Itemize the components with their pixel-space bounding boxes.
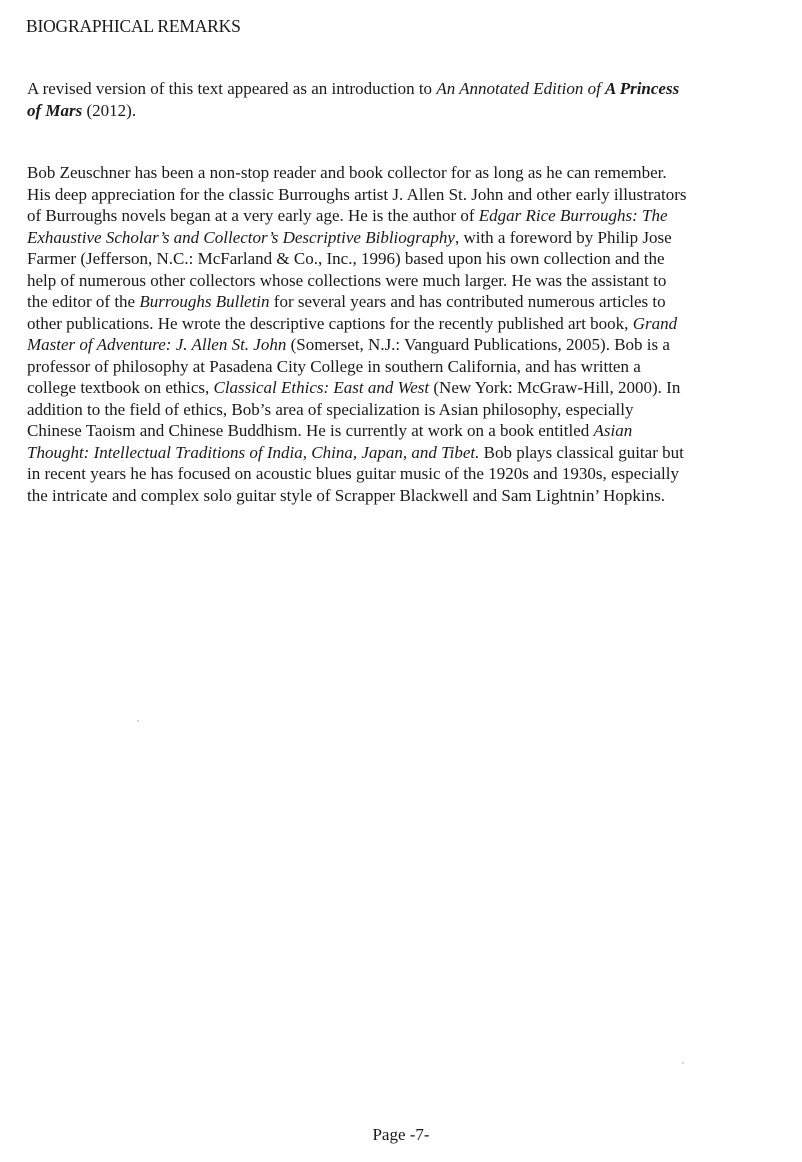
bio-line: His deep appreciation for the classic Burroughs artist J. Allen St. John and other early illustrators [27, 184, 687, 204]
scan-speck [137, 720, 139, 722]
bio-line [27, 377, 795, 399]
bio-text: the editor of the [27, 292, 140, 311]
note-line-1 [27, 78, 767, 100]
book-title-mars: of Mars [27, 101, 83, 120]
bio-line: professor of philosophy at Pasadena City College in southern California, and has written a [27, 356, 641, 376]
bio-line [27, 205, 795, 227]
bio-text: , with a foreword by Philip Jose [454, 227, 672, 247]
bio-italic: Asian [593, 421, 633, 440]
page-number: Page -7- [372, 1125, 430, 1144]
note-text: A revised version of this text appeared as an introduction to [27, 79, 437, 98]
note-year: (2012). [82, 101, 137, 120]
bio-line: Bob Zeuschner has been a non-stop reader and book collector for as long as he can remember. [27, 163, 667, 182]
note-line-2 [27, 100, 767, 122]
bio-text: Chinese Taoism and Chinese Buddhism. He is currently at work on a book entitled [27, 421, 594, 440]
book-title-annotated: An Annotated Edition of [436, 79, 606, 98]
bio-text: for several years and has contributed numerous articles to [269, 292, 666, 311]
bio-text: Bob plays classical guitar but [479, 442, 684, 462]
bio-line: help of numerous other collectors whose collections were much larger. He was the assistant to [27, 270, 667, 290]
bio-text: of Burroughs novels began at a very early age. He is the author of [27, 206, 479, 225]
bio-text: college textbook on ethics, [27, 378, 214, 397]
bio-italic: Master of Adventure: J. Allen St. John [27, 335, 287, 354]
bio-line [27, 420, 795, 442]
bio-line [27, 442, 795, 464]
revision-note [27, 78, 767, 122]
bio-line [27, 334, 795, 356]
bio-italic: Burroughs Bulletin [139, 292, 270, 311]
bio-line: in recent years he has focused on acoustic blues guitar music of the 1920s and 1930s, especially [27, 464, 679, 483]
bio-line: the intricate and complex solo guitar style of Scrapper Blackwell and Sam Lightnin’ Hopkins. [27, 485, 665, 505]
bio-line: addition to the field of ethics, Bob’s area of specialization is Asian philosophy, especially [27, 399, 634, 419]
bio-text: other publications. He wrote the descriptive captions for the recently published art book, [27, 313, 633, 333]
bio-line: Farmer (Jefferson, N.C.: McFarland & Co., Inc., 1996) based upon his own collection and the [27, 249, 665, 268]
bio-line [27, 313, 795, 335]
bio-italic: Grand [632, 313, 678, 333]
book-title-princess: A Princess [605, 79, 680, 98]
scan-speck [682, 1062, 684, 1064]
bio-text: (Somerset, N.J.: Vanguard Publications, 2005). Bob is a [286, 335, 670, 354]
bio-italic: Exhaustive Scholar’s and Collector’s Descriptive Bibliography [27, 227, 455, 247]
page-heading: BIOGRAPHICAL REMARKS [26, 16, 241, 36]
bio-text: (New York: McGraw-Hill, 2000). In [429, 378, 681, 397]
bio-italic: Edgar Rice Burroughs: The [478, 206, 668, 225]
biography-paragraph [27, 162, 795, 506]
bio-line [27, 291, 795, 313]
bio-line [27, 227, 795, 249]
bio-italic: Thought: Intellectual Traditions of India, China, Japan, and Tibet. [27, 442, 480, 462]
bio-italic: Classical Ethics: East and West [213, 378, 430, 397]
